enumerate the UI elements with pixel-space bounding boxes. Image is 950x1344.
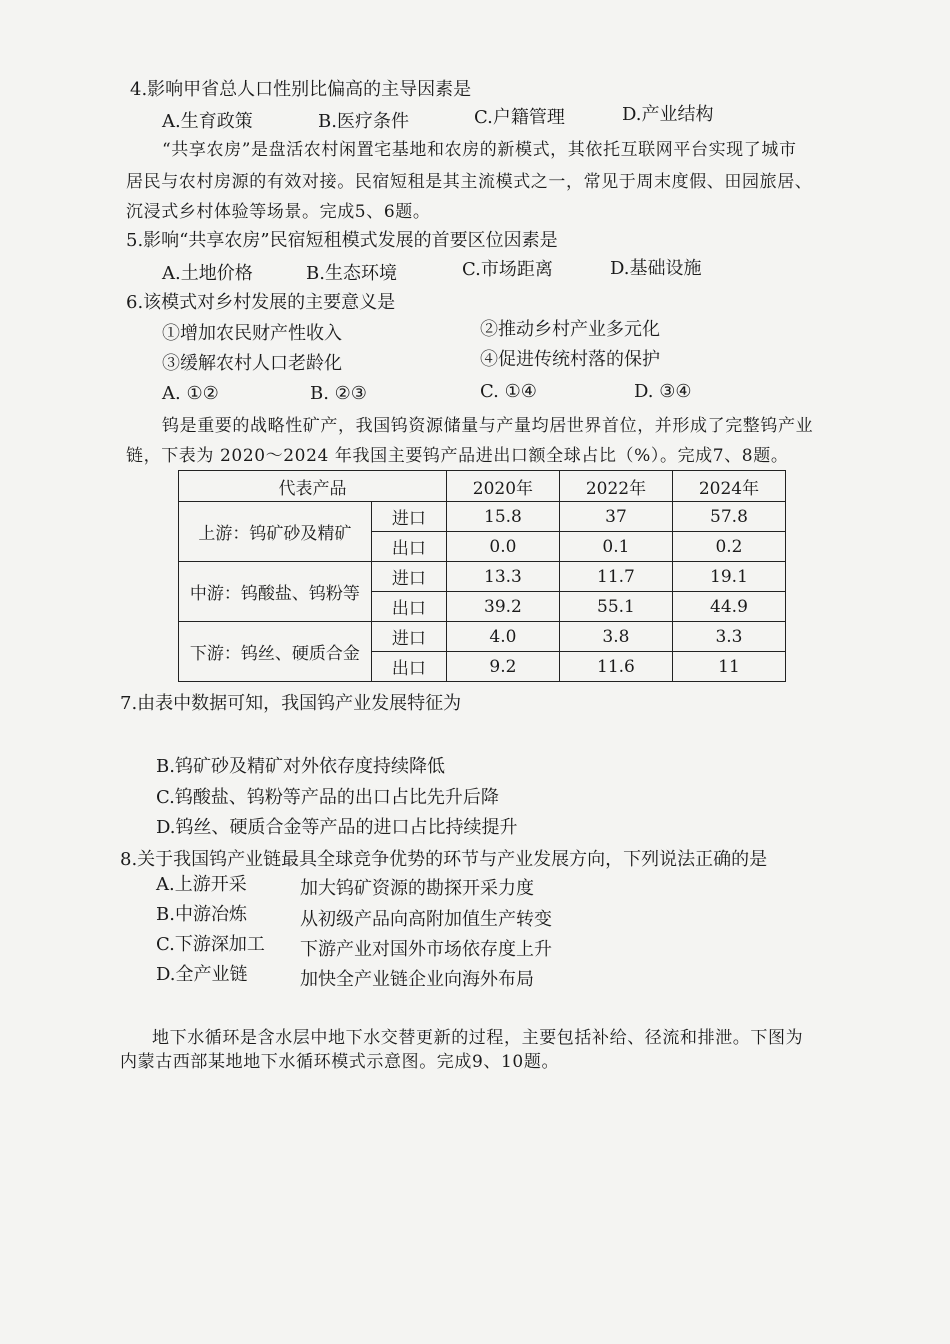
q6-item-2: ②推动乡村产业多元化 bbox=[480, 319, 660, 340]
header-product: 代表产品 bbox=[179, 471, 447, 502]
product-upstream: 上游：钨矿砂及精矿 bbox=[179, 502, 372, 562]
header-2022: 2022年 bbox=[559, 471, 672, 502]
question-7-stem: 7.由表中数据可知，我国钨产业发展特征为 bbox=[120, 693, 462, 714]
direction-cell: 进口 bbox=[371, 622, 446, 652]
value-cell: 11 bbox=[672, 652, 785, 682]
q8-option-b-text: 从初级产品向高附加值生产转变 bbox=[300, 909, 552, 930]
value-cell: 0.0 bbox=[446, 532, 559, 562]
direction-cell: 出口 bbox=[371, 592, 446, 622]
table-row bbox=[179, 562, 786, 592]
value-cell: 57.8 bbox=[672, 502, 785, 532]
product-downstream: 下游：钨丝、硬质合金 bbox=[179, 622, 372, 682]
q8-option-b-label: B.中游冶炼 bbox=[156, 904, 247, 925]
q6-option-b: B. ②③ bbox=[310, 383, 367, 404]
passage-1-line-3: 沉浸式乡村体验等场景。完成5、6题。 bbox=[126, 202, 431, 222]
question-5-stem: 5.影响“共享农房”民宿短租模式发展的首要区位因素是 bbox=[126, 230, 558, 251]
question-6-stem: 6.该模式对乡村发展的主要意义是 bbox=[126, 292, 396, 313]
q6-option-d: D. ③④ bbox=[634, 381, 692, 402]
direction-cell: 进口 bbox=[371, 562, 446, 592]
value-cell: 0.2 bbox=[672, 532, 785, 562]
value-cell: 39.2 bbox=[446, 592, 559, 622]
passage-3-line-1: 地下水循环是含水层中地下水交替更新的过程，主要包括补给、径流和排泄。下图为 bbox=[152, 1028, 804, 1048]
value-cell: 55.1 bbox=[559, 592, 672, 622]
q6-item-1: ①增加农民财产性收入 bbox=[162, 323, 342, 344]
value-cell: 4.0 bbox=[446, 622, 559, 652]
q4-option-d: D.产业结构 bbox=[622, 104, 714, 125]
q5-option-b: B.生态环境 bbox=[306, 263, 397, 284]
header-2024: 2024年 bbox=[672, 471, 785, 502]
q6-option-a: A. ①② bbox=[162, 383, 219, 404]
q6-item-3: ③缓解农村人口老龄化 bbox=[162, 353, 342, 374]
question-4-stem: 4.影响甲省总人口性别比偏高的主导因素是 bbox=[130, 79, 472, 100]
q6-option-c: C. ①④ bbox=[480, 381, 537, 402]
header-2020: 2020年 bbox=[446, 471, 559, 502]
table-row bbox=[179, 502, 786, 532]
passage-1-line-1: “共享农房”是盘活农村闲置宅基地和农房的新模式，其依托互联网平台实现了城市 bbox=[162, 140, 797, 160]
q7-option-b: B.钨矿砂及精矿对外依存度持续降低 bbox=[156, 756, 445, 777]
q4-option-b: B.医疗条件 bbox=[318, 111, 409, 132]
q8-option-d-label: D.全产业链 bbox=[156, 964, 248, 985]
tungsten-trade-table bbox=[178, 470, 786, 682]
direction-cell: 出口 bbox=[371, 652, 446, 682]
value-cell: 3.3 bbox=[672, 622, 785, 652]
passage-2-line-2: 链，下表为 2020～2024 年我国主要钨产品进出口额全球占比（%）。完成7、8题。 bbox=[126, 446, 789, 466]
q8-option-c-label: C.下游深加工 bbox=[156, 934, 265, 955]
q5-option-a: A.土地价格 bbox=[162, 263, 253, 284]
q8-option-c-text: 下游产业对国外市场依存度上升 bbox=[300, 939, 552, 960]
table-header-row bbox=[179, 471, 786, 502]
q6-item-4: ④促进传统村落的保护 bbox=[480, 349, 660, 370]
value-cell: 3.8 bbox=[559, 622, 672, 652]
q7-option-d: D.钨丝、硬质合金等产品的进口占比持续提升 bbox=[156, 817, 518, 838]
q5-option-c: C.市场距离 bbox=[462, 259, 553, 280]
value-cell: 11.7 bbox=[559, 562, 672, 592]
q4-option-c: C.户籍管理 bbox=[474, 107, 565, 128]
value-cell: 15.8 bbox=[446, 502, 559, 532]
q8-option-d-text: 加快全产业链企业向海外布局 bbox=[300, 969, 534, 990]
value-cell: 13.3 bbox=[446, 562, 559, 592]
value-cell: 19.1 bbox=[672, 562, 785, 592]
value-cell: 37 bbox=[559, 502, 672, 532]
q8-option-a-label: A.上游开采 bbox=[156, 874, 247, 895]
question-8-stem: 8.关于我国钨产业链最具全球竞争优势的环节与产业发展方向，下列说法正确的是 bbox=[120, 849, 768, 870]
q5-option-d: D.基础设施 bbox=[610, 258, 702, 279]
table-row bbox=[179, 622, 786, 652]
q4-option-a: A.生育政策 bbox=[162, 111, 253, 132]
passage-2-line-1: 钨是重要的战略性矿产，我国钨资源储量与产量均居世界首位，并形成了完整钨产业 bbox=[162, 416, 814, 436]
passage-3-line-2: 内蒙古西部某地地下水循环模式示意图。完成9、10题。 bbox=[120, 1052, 560, 1072]
product-midstream: 中游：钨酸盐、钨粉等 bbox=[179, 562, 372, 622]
value-cell: 44.9 bbox=[672, 592, 785, 622]
value-cell: 11.6 bbox=[559, 652, 672, 682]
passage-1-line-2: 居民与农村房源的有效对接。民宿短租是其主流模式之一，常见于周末度假、田园旅居、 bbox=[126, 172, 813, 192]
direction-cell: 出口 bbox=[371, 532, 446, 562]
q8-option-a-text: 加大钨矿资源的勘探开采力度 bbox=[300, 878, 534, 899]
direction-cell: 进口 bbox=[371, 502, 446, 532]
value-cell: 0.1 bbox=[559, 532, 672, 562]
q7-option-c: C.钨酸盐、钨粉等产品的出口占比先升后降 bbox=[156, 787, 499, 808]
value-cell: 9.2 bbox=[446, 652, 559, 682]
